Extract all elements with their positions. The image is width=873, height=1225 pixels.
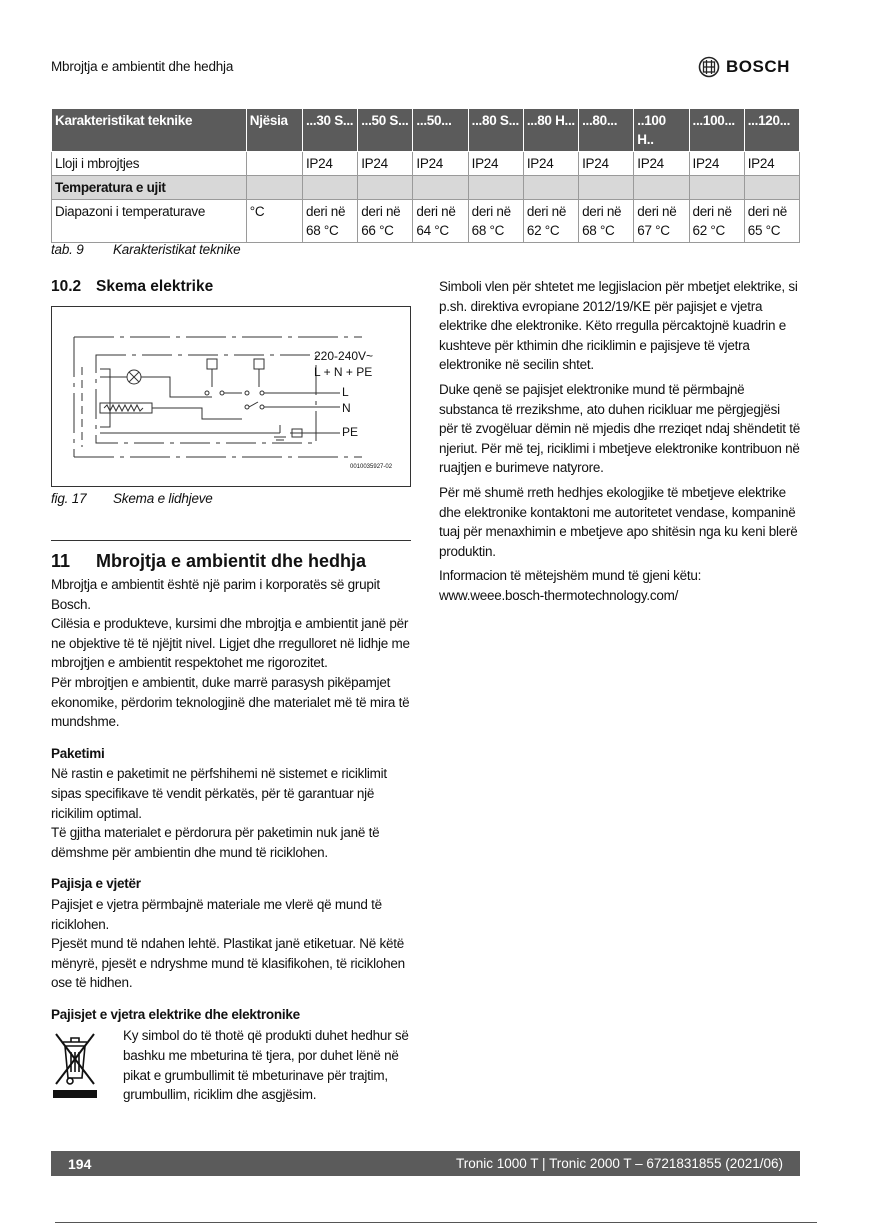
table-row <box>52 200 800 243</box>
weee-heading: Pajisjet e vjetra elektrike dhe elektronike <box>51 1006 300 1022</box>
table-header-row <box>52 109 800 152</box>
table-cell: deri në 65 °C <box>744 200 799 243</box>
diagram-code: 0010035927-02 <box>350 464 393 470</box>
table-section-label: Temperatura e ujit <box>52 176 247 200</box>
table-header-cell: ...80... <box>579 109 634 152</box>
weee-block <box>51 1026 413 1106</box>
right-paragraph: Informacion të mëtejshëm mund të gjeni këtu: <box>439 568 702 584</box>
table-cell: deri në 68 °C <box>302 200 357 243</box>
section-title: Skema elektrike <box>96 278 214 295</box>
supply-conductors-label: L + N + PE <box>314 365 373 379</box>
wiring-diagram-drawing <box>52 307 410 486</box>
table-header-cell: ...100... <box>689 109 744 152</box>
table-cell: IP24 <box>689 152 744 176</box>
table-header-cell: ...30 S... <box>302 109 357 152</box>
table-cell: IP24 <box>358 152 413 176</box>
table-header-cell: ...80 H... <box>523 109 578 152</box>
old-device-heading: Pajisja e vjetër <box>51 876 141 892</box>
bosch-armature-icon <box>698 56 720 78</box>
figure-caption-text: Skema e lidhjeve <box>113 491 213 506</box>
section-11-heading <box>51 551 366 572</box>
table-cell: IP24 <box>468 152 523 176</box>
table-cell: deri në 68 °C <box>579 200 634 243</box>
packaging-paragraph: Në rastin e paketimit ne përfshihemi në sistemet e riciklimit sipas specifikave të vendit përkatës, për të garantuar një ricikilim optimal. <box>51 766 387 821</box>
weee-paragraph: Ky simbol do të thotë që produkti duhet hedhur së bashku me mbeturina të tjera, por duhet lënë në pikat e grumbullimit të mbeturinave për trajtim, grumbullim, riciklim dhe asgjësim. <box>123 1028 409 1103</box>
section-10-2-heading <box>51 278 213 296</box>
table-cell: IP24 <box>579 152 634 176</box>
document-reference: Tronic 1000 T | Tronic 2000 T – 6721831855 (2021/06) <box>456 1156 783 1171</box>
figure-caption-number: fig. 17 <box>51 491 87 506</box>
section-title: Mbrojtja e ambientit dhe hedhja <box>96 551 367 571</box>
table-cell: deri në 62 °C <box>523 200 578 243</box>
table-header-cell: Karakteristikat teknike <box>52 109 247 152</box>
right-paragraph: Duke qenë se pajisjet elektronike mund të përmbajnë substanca të rrezikshme, ato duhen ricikluar me përgjegjësi për të zvogëluar dëmin në mjedis dhe rreziqet ndaj shëndetit të njeriut. Për më tej, riciklimi i mbetjeve elektronike kontribuon në ruajtjen e burimeve natyrore. <box>439 381 800 476</box>
wiring-diagram <box>51 306 411 487</box>
line-l-label: L <box>342 385 349 399</box>
table-cell: IP24 <box>302 152 357 176</box>
table-cell: deri në 68 °C <box>468 200 523 243</box>
table-section-row <box>52 176 800 200</box>
table-cell: deri në 62 °C <box>689 200 744 243</box>
page-number: 194 <box>68 1155 92 1172</box>
intro-paragraph: Cilësia e produkteve, kursimi dhe mbrojtja e ambientit janë për ne objektive të të njëjtit nivel. Ligjet dhe rregulloret në lidhje me mbrojtjen e ambientit respektohet me rigorozitet. <box>51 616 410 671</box>
table-cell: Lloji i mbrojtjes <box>52 152 247 176</box>
table-header-cell: Njësia <box>246 109 302 152</box>
old-device-paragraph: Pajisjet e vjetra përmbajnë materiale me vlerë që mund të riciklohen. <box>51 896 382 932</box>
table-cell <box>246 152 302 176</box>
table-cell: IP24 <box>744 152 799 176</box>
table-cell: Diapazoni i temperaturave <box>52 200 247 243</box>
table-header-cell: ..100 H.. <box>634 109 689 152</box>
table-cell: IP24 <box>413 152 468 176</box>
brand-name: BOSCH <box>726 57 790 76</box>
right-paragraph: Simboli vlen për shtetet me legjislacion për mbetjet elektrike, si p.sh. direktiva evropiane 2012/19/KE për pajisjet e vjetra elektrike dhe elektronike. Këto rregulla përcaktojnë kuadrin e kushteve për kthimin dhe riciklimin e pajisjeve të vjetra elektronike në secilin shtet. <box>439 279 798 373</box>
figure-caption <box>51 491 213 506</box>
line-pe-label: PE <box>342 425 359 439</box>
bottom-rule <box>55 1222 817 1223</box>
table-cell: deri në 67 °C <box>634 200 689 243</box>
page-footer <box>51 1151 800 1176</box>
table-cell: IP24 <box>634 152 689 176</box>
right-column-text <box>439 277 801 606</box>
packaging-heading: Paketimi <box>51 745 105 761</box>
running-header-title: Mbrojtja e ambientit dhe hedhja <box>51 59 234 74</box>
table-cell: deri në 64 °C <box>413 200 468 243</box>
left-column-text <box>51 575 413 1106</box>
table-caption-text: Karakteristikat teknike <box>113 242 241 257</box>
supply-voltage-label: 220-240V~ <box>314 349 374 363</box>
table-cell: IP24 <box>523 152 578 176</box>
intro-paragraph: Mbrojtja e ambientit është një parim i korporatës së grupit Bosch. <box>51 577 380 612</box>
section-number: 10.2 <box>51 278 82 295</box>
table-header-cell: ...50 S... <box>358 109 413 152</box>
table-header-cell: ...50... <box>413 109 468 152</box>
table-header-cell: ...80 S... <box>468 109 523 152</box>
table-cell: °C <box>246 200 302 243</box>
table-header-cell: ...120... <box>744 109 799 152</box>
table-row <box>52 152 800 176</box>
table-caption <box>51 242 240 257</box>
right-paragraph: Për më shumë rreth hedhjes ekologjike të mbetjeve elektrike dhe elektronike kontaktoni me autoritetet vendase, kompaninë tuaj për menaxhimin e mbetjeve apo shitësin nga ku keni blerë produktin. <box>439 484 798 559</box>
bosch-logo <box>698 56 790 78</box>
section-number: 11 <box>51 551 71 571</box>
crossed-out-wheelie-bin-icon <box>51 1026 109 1106</box>
old-device-paragraph: Pjesët mund të ndahen lehtë. Plastikat janë etiketuar. Në këtë mënyrë, pjesët e ndryshme mund të klasifikohen, të riciklohen ose të hidhen. <box>51 936 405 991</box>
line-n-label: N <box>342 401 351 415</box>
weee-url-link[interactable]: www.weee.bosch-thermotechnology.com/ <box>439 587 679 603</box>
packaging-paragraph: Të gjitha materialet e përdorura për paketimin nuk janë të dëmshme për ambientin dhe mund të riciklohen. <box>51 825 380 860</box>
table-caption-number: tab. 9 <box>51 242 84 257</box>
intro-paragraph: Për mbrojtjen e ambientit, duke marrë parasysh pikëpamjet ekonomike, përdorim teknologjinë dhe materialet më të mira të mundshme. <box>51 674 410 730</box>
table-cell: deri në 66 °C <box>358 200 413 243</box>
section-divider <box>51 540 411 541</box>
technical-specs-table <box>51 108 800 243</box>
